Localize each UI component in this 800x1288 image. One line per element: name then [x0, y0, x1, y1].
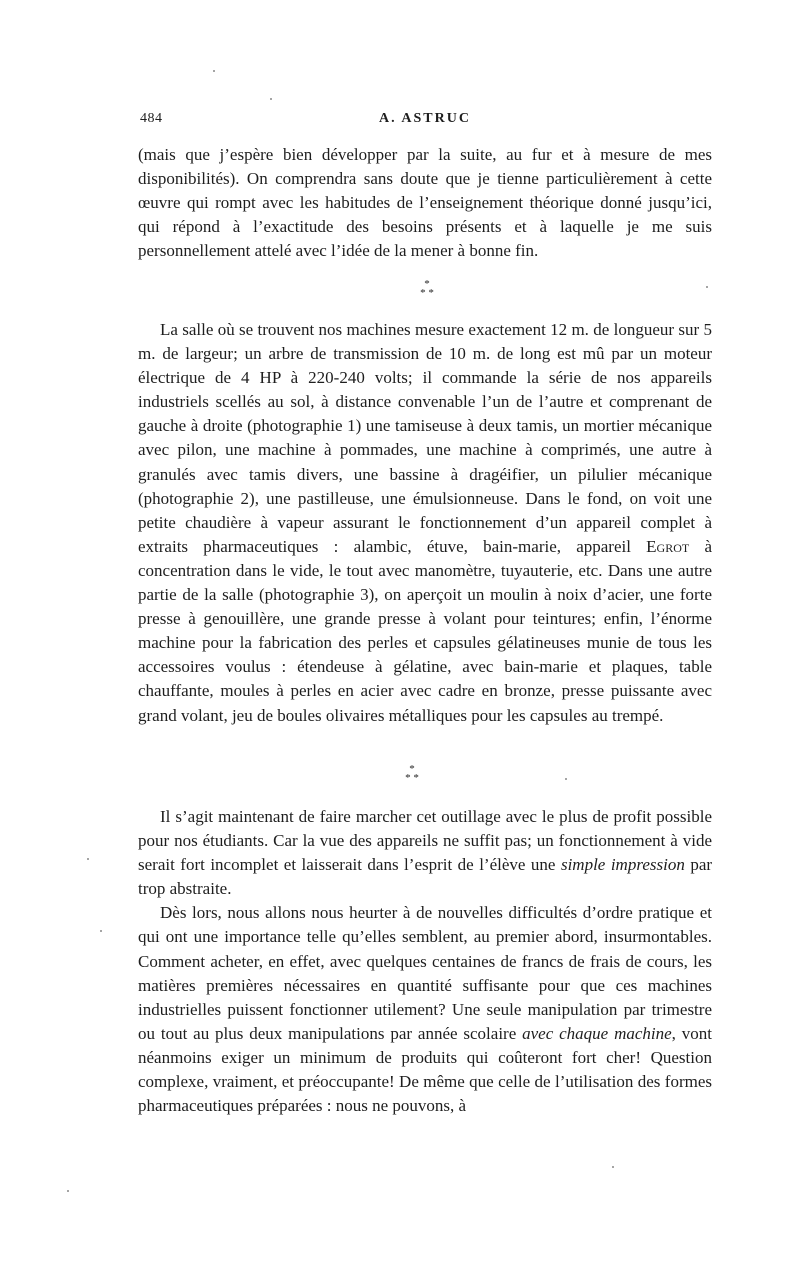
asterism-separator [382, 765, 442, 783]
running-head: A. ASTRUC [379, 111, 471, 126]
paragraph-text: Dès lors, nous allons nous heurter à de nouvelles difficultés d’ordre pratique et qui ont une importance telle qu’elles semblent, au premier abord, insurmontables. Comment acheter, en effet, avec quelques centaines de francs de frais de cours, les matières premières nécessaires en quantité suffisante pour que ces machines industrielles puissent fonctionner utilement? Une seule manipulation par trimestre ou tout au plus deux manipulations par année scolaire [138, 903, 712, 1043]
paper-speck [213, 70, 215, 72]
paper-speck [270, 98, 272, 100]
italic-phrase: avec chaque machine [522, 1023, 672, 1043]
paragraph-text: par trop abstraite. [138, 855, 713, 899]
italic-phrase: simple impression [560, 855, 685, 875]
paper-speck [706, 286, 708, 288]
paper-speck [87, 858, 89, 860]
paragraph: (mais que j’espère bien développer par la suite, au fur et à mesure de mes disponibilités). On comprendra sans doute que je tienne particulièrement à cette œuvre qui rompt avec les habitudes de l’enseignement théorique donné jusqu’ici, qui répond à l’exactitude des besoins présents et à laquelle je me suis personnellement attelé avec l’idée de la mener à bonne fin. [138, 145, 712, 261]
text-block-1 [138, 143, 712, 263]
page-header [140, 111, 710, 131]
asterism-bottom: * * [405, 772, 419, 784]
asterism-top: * [409, 763, 415, 775]
paragraph-text: La salle où se trouvent nos machines mesure exactement 12 m. de longueur sur 5 m. de largeur; un arbre de transmission de 10 m. de long est mû par un moteur électrique de 4 HP à 220-240 volts; il commande la série de nos appareils industriels scellés au sol, à distance convenable l’un de l’autre et comprenant de gauche à droite (photographie 1) une tamiseuse à deux tamis, un mortier mécanique avec pilon, une machine à pommades, une machine à comprimés, une autre à granulés avec tamis divers, une bassine à dragéifier, un pilulier mécanique (photographie 2), une pastilleuse, une émulsionneuse. Dans le fond, on voit une petite chaudière à vapeur assurant le fonctionnement d’un appareil complet à extraits pharmaceutiques : alambic, étuve, bain-marie, appareil [138, 320, 712, 556]
paragraph-text: à concentration dans le vide, le tout avec manomètre, tuyauterie, etc. Dans une autre partie de la salle (photographie 3), on aperçoit un moulin à noix d’acier, une forte presse à genouillère, une grande presse à volant pour teintures; enfin, l’énorme machine pour la fabrication des perles et capsules gélatineuses munie de tous les accessoires voulus : étendeuse à gélatine, avec bain-marie et plaques, table chauffante, moules à perles en acier avec cadre en bronze, presse puissante avec grand volant, jeu de boules olivaires métalliques pour les capsules au trempé. [138, 536, 712, 725]
paragraph [138, 318, 712, 728]
paper-speck [100, 930, 102, 932]
text-block-3 [138, 805, 712, 1118]
asterism-separator [397, 280, 457, 298]
paragraph-text: Il s’agit maintenant de faire marcher cet outillage avec le plus de profit possible pour nos étudiants. Car la vue des appareils ne suffit pas; un fonctionnement à vide serait fort incomplet et laisserait dans l’esprit de l’élève une [138, 807, 712, 875]
paragraph-text: , vont néanmoins exiger un minimum de produits qui coûteront fort cher! Question complexe, vraiment, et préoccupante! De même que celle de l’utilisation des formes pharmaceutiques préparées : nous ne pouvons, à [138, 1023, 713, 1116]
paper-speck [67, 1190, 69, 1192]
asterism-top: * [424, 278, 430, 290]
proper-name: Egrot [646, 536, 690, 556]
paragraph [138, 805, 712, 901]
paper-speck [612, 1166, 614, 1168]
paragraph [138, 901, 712, 1118]
text-block-2 [138, 318, 712, 728]
paper-speck [565, 778, 567, 780]
page-number: 484 [140, 111, 163, 126]
asterism-bottom: * * [420, 287, 434, 299]
